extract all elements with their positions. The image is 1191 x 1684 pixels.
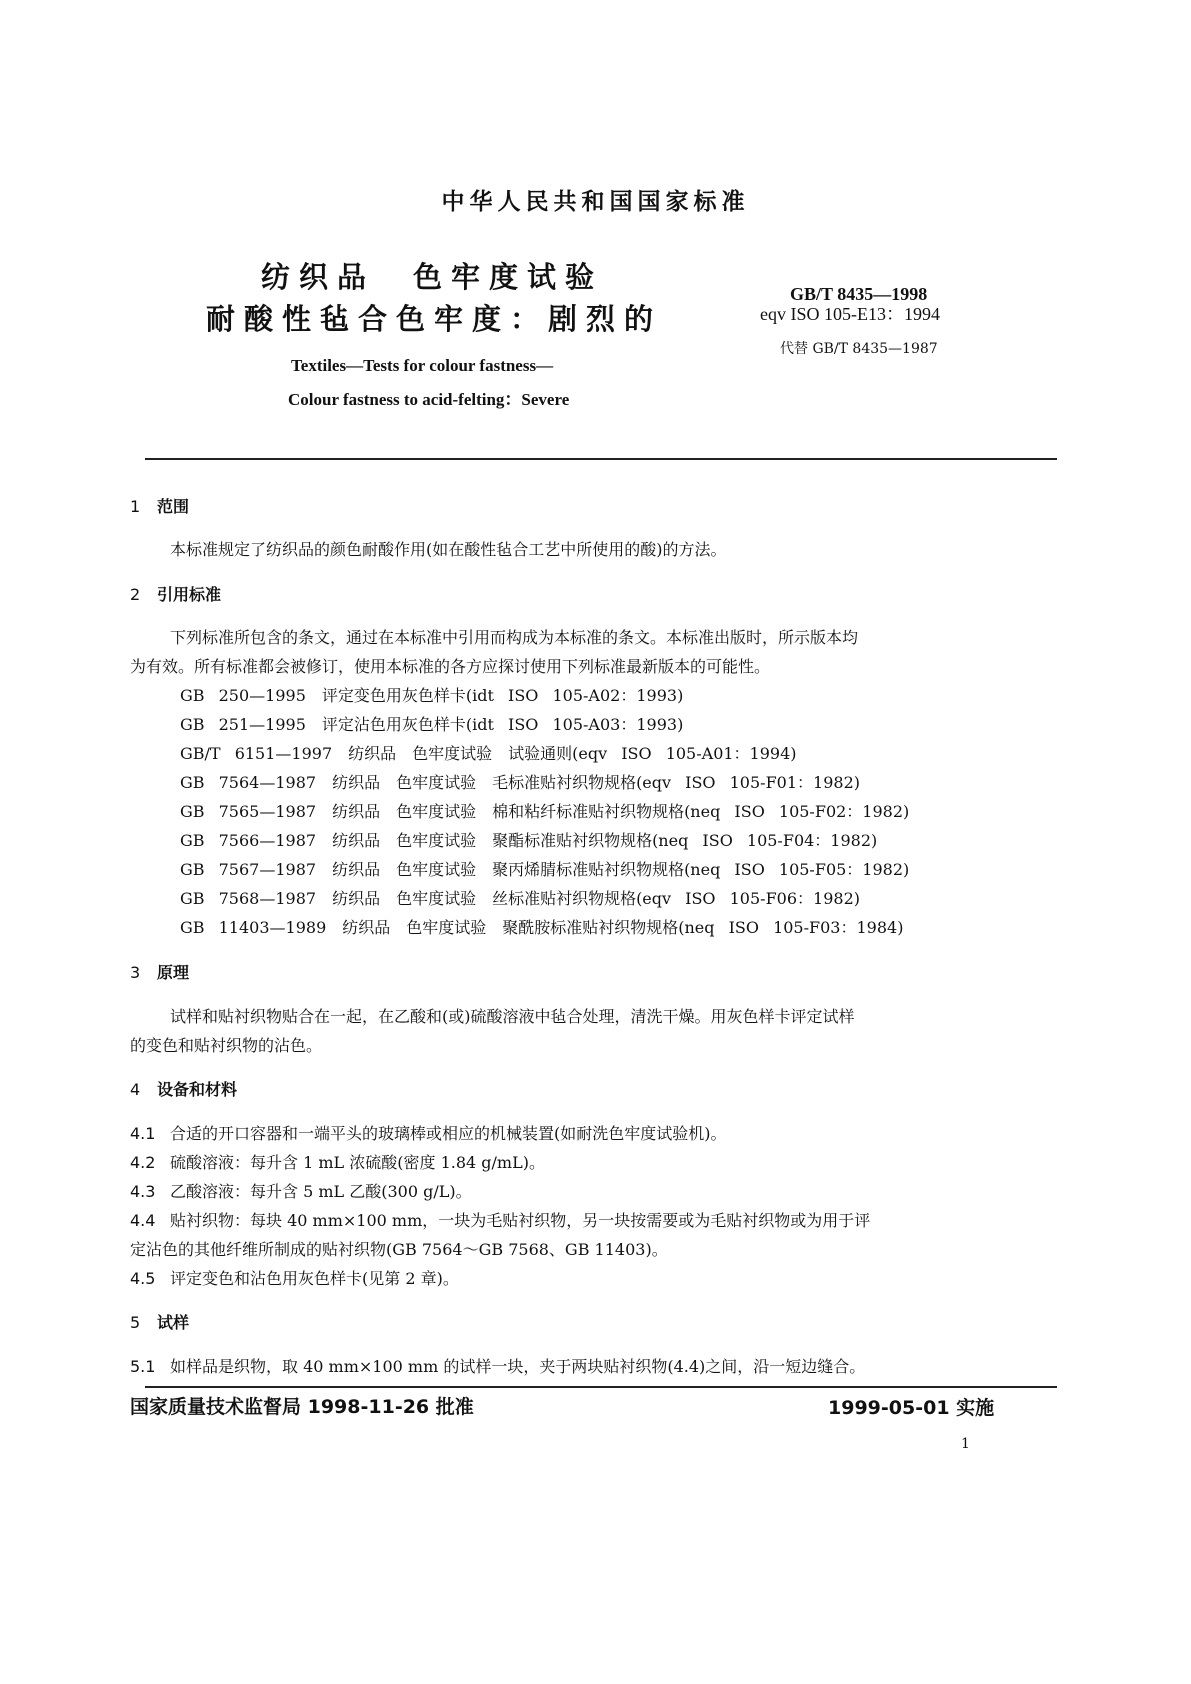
clause-4-4: 4.4 贴衬织物：每块 40 mm×100 mm，一块为毛贴衬织物，另一块按需要或为毛贴衬织物或为用于评 bbox=[130, 1211, 871, 1230]
approval-date: 国家质量技术监督局 1998-11-26 批准 bbox=[130, 1396, 474, 1418]
title-en-line1: Textiles—Tests for colour fastness— bbox=[291, 356, 554, 375]
effective-date: 1999-05-01 实施 bbox=[828, 1397, 995, 1419]
footer-divider bbox=[145, 1386, 1057, 1388]
reference-item: GB 7566—1987 纺织品 色牢度试验 聚酯标准贴衬织物规格(neq ISO 105-F04：1982) bbox=[180, 831, 878, 850]
reference-item: GB 250—1995 评定变色用灰色样卡(idt ISO 105-A02：1993) bbox=[180, 686, 684, 705]
section-3-text-line2: 的变色和贴衬织物的沾色。 bbox=[130, 1036, 323, 1055]
section-1-text: 本标准规定了纺织品的颜色耐酸作用(如在酸性毡合工艺中所使用的酸)的方法。 bbox=[170, 540, 727, 559]
page-number: 1 bbox=[961, 1436, 970, 1452]
clause-4-3: 4.3 乙酸溶液：每升含 5 mL 乙酸(300 g/L)。 bbox=[130, 1182, 472, 1201]
standard-number: GB/T 8435—1998 bbox=[790, 284, 928, 304]
title-cn-line1: 纺织品 色牢度试验 bbox=[261, 260, 604, 294]
reference-item: GB 251—1995 评定沾色用灰色样卡(idt ISO 105-A03：1993) bbox=[180, 715, 684, 734]
title-cn-line2: 耐酸性毡合色牢度：剧烈的 bbox=[206, 302, 663, 336]
clause-4-4-continued: 定沾色的其他纤维所制成的贴衬织物(GB 7564～GB 7568、GB 11403)。 bbox=[130, 1240, 668, 1259]
reference-item: GB/T 6151—1997 纺织品 色牢度试验 试验通则(eqv ISO 105-A01：1994) bbox=[180, 744, 797, 763]
reference-item: GB 7568—1987 纺织品 色牢度试验 丝标准贴衬织物规格(eqv ISO 105-F06：1982) bbox=[180, 889, 860, 908]
section-3-text-line1: 试样和贴衬织物贴合在一起，在乙酸和(或)硫酸溶液中毡合处理，清洗干燥。用灰色样卡评定试样 bbox=[170, 1007, 855, 1026]
national-standard-heading: 中华人民共和国国家标准 bbox=[441, 189, 750, 215]
section-4-heading: 4 设备和材料 bbox=[130, 1080, 238, 1099]
clause-4-2: 4.2 硫酸溶液：每升含 1 mL 浓硫酸(密度 1.84 g/mL)。 bbox=[130, 1153, 545, 1172]
section-2-text-line1: 下列标准所包含的条文，通过在本标准中引用而构成为本标准的条文。本标准出版时，所示版本均 bbox=[170, 628, 859, 647]
title-en-line2: Colour fastness to acid-felting：Severe bbox=[288, 390, 570, 409]
clause-5-1: 5.1 如样品是织物，取 40 mm×100 mm 的试样一块，夹于两块贴衬织物(4.4)之间，沿一短边缝合。 bbox=[130, 1357, 866, 1376]
section-3-heading: 3 原理 bbox=[130, 963, 190, 982]
reference-item: GB 7564—1987 纺织品 色牢度试验 毛标准贴衬织物规格(eqv ISO 105-F01：1982) bbox=[180, 773, 860, 792]
reference-item: GB 7567—1987 纺织品 色牢度试验 聚丙烯腈标准贴衬织物规格(neq ISO 105-F05：1982) bbox=[180, 860, 910, 879]
section-2-text-line2: 为有效。所有标准都会被修订，使用本标准的各方应探讨使用下列标准最新版本的可能性。 bbox=[130, 657, 771, 676]
header-divider bbox=[145, 458, 1057, 460]
section-5-heading: 5 试样 bbox=[130, 1313, 190, 1332]
clause-4-1: 4.1 合适的开口容器和一端平头的玻璃棒或相应的机械装置(如耐洗色牢度试验机)。 bbox=[130, 1124, 727, 1143]
section-1-heading: 1 范围 bbox=[130, 497, 190, 516]
replaces-note: 代替 GB/T 8435—1987 bbox=[780, 341, 938, 357]
equivalence: eqv ISO 105-E13：1994 bbox=[760, 304, 940, 324]
reference-item: GB 11403—1989 纺织品 色牢度试验 聚酰胺标准贴衬织物规格(neq ISO 105-F03：1984) bbox=[180, 918, 904, 937]
reference-item: GB 7565—1987 纺织品 色牢度试验 棉和粘纤标准贴衬织物规格(neq ISO 105-F02：1982) bbox=[180, 802, 910, 821]
clause-4-5: 4.5 评定变色和沾色用灰色样卡(见第 2 章)。 bbox=[130, 1269, 459, 1288]
section-2-heading: 2 引用标准 bbox=[130, 585, 222, 604]
